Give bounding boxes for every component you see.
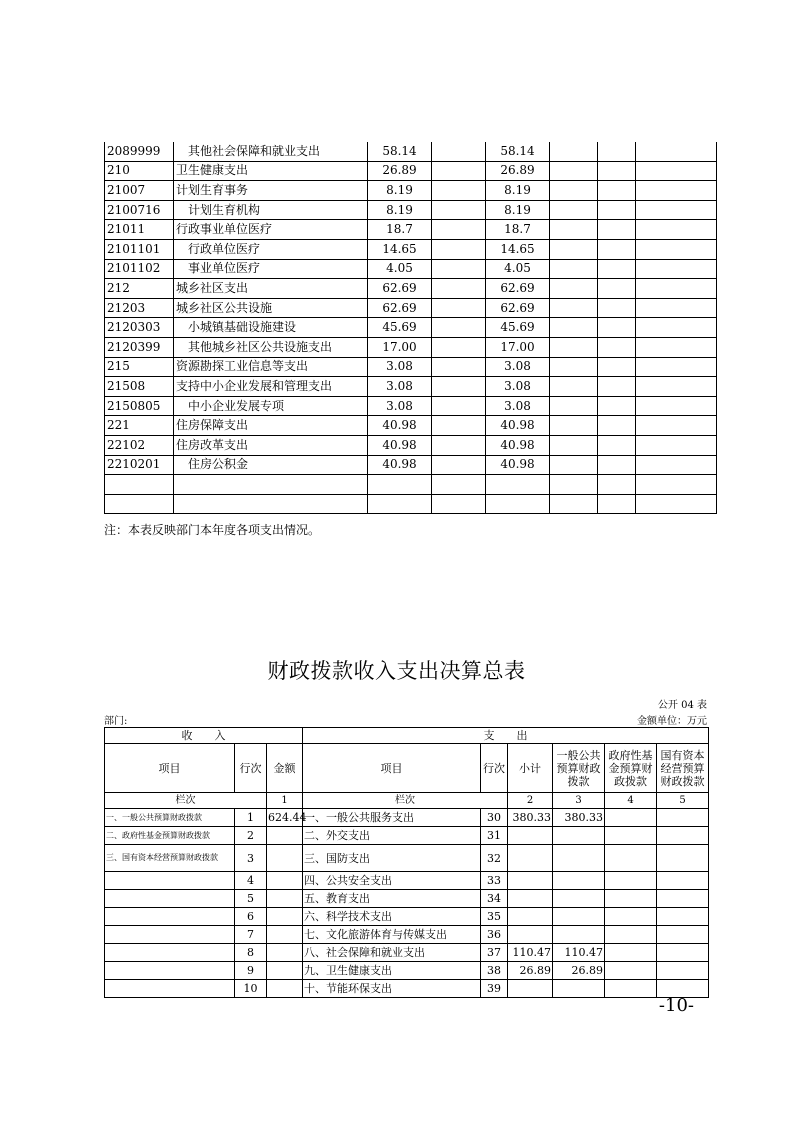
table-row xyxy=(105,845,709,872)
row-code: 215 xyxy=(105,357,174,377)
row-code: 2101102 xyxy=(105,259,174,279)
row-amount-basic: 18.7 xyxy=(486,220,550,240)
income-amount xyxy=(267,908,303,926)
col-num-3: 3 xyxy=(553,793,605,809)
row-empty xyxy=(636,181,717,201)
col-subtotal: 小计 xyxy=(508,744,553,793)
income-item: 二、政府性基金预算财政拨款 xyxy=(105,827,235,845)
row-name: 计划生育事务 xyxy=(174,181,368,201)
row-code xyxy=(105,475,174,495)
row-amount: 3.08 xyxy=(368,357,432,377)
income-line: 2 xyxy=(235,827,267,845)
col-num-4: 4 xyxy=(605,793,657,809)
row-empty xyxy=(550,161,598,181)
income-item: 三、国有资本经营预算财政拨款 xyxy=(105,845,235,872)
income-line: 9 xyxy=(235,962,267,980)
row-empty xyxy=(432,142,486,161)
expense-subtotal xyxy=(508,926,553,944)
row-name: 城乡社区支出 xyxy=(174,279,368,299)
expense-item: 八、社会保障和就业支出 xyxy=(303,944,481,962)
row-name: 住房保障支出 xyxy=(174,416,368,436)
row-name: 支持中小企业发展和管理支出 xyxy=(174,377,368,397)
row-empty xyxy=(550,200,598,220)
row-empty xyxy=(550,239,598,259)
header-row-1 xyxy=(105,728,709,744)
expense-line: 31 xyxy=(481,827,508,845)
table-row xyxy=(105,337,717,357)
row-empty xyxy=(432,435,486,455)
income-amount xyxy=(267,890,303,908)
table-row xyxy=(105,890,709,908)
expense-stateowned xyxy=(657,944,709,962)
table-row xyxy=(105,416,717,436)
row-code: 221 xyxy=(105,416,174,436)
row-code: 21508 xyxy=(105,377,174,397)
expense-item: 五、教育支出 xyxy=(303,890,481,908)
row-empty xyxy=(598,416,636,436)
row-amount: 40.98 xyxy=(368,455,432,475)
col-num-5: 5 xyxy=(657,793,709,809)
column-number-row xyxy=(105,793,709,809)
income-item xyxy=(105,908,235,926)
row-code: 2120399 xyxy=(105,337,174,357)
row-empty xyxy=(432,259,486,279)
row-name: 住房改革支出 xyxy=(174,435,368,455)
lanci-label-2: 栏次 xyxy=(303,793,508,809)
table-row xyxy=(105,809,709,827)
row-code: 21203 xyxy=(105,298,174,318)
expense-stateowned xyxy=(657,845,709,872)
table-row xyxy=(105,298,717,318)
row-name xyxy=(174,494,368,514)
row-name xyxy=(174,475,368,495)
expense-general xyxy=(553,845,605,872)
row-empty xyxy=(598,142,636,161)
table-row xyxy=(105,181,717,201)
income-amount xyxy=(267,872,303,890)
expense-item: 二、外交支出 xyxy=(303,827,481,845)
row-amount: 26.89 xyxy=(368,161,432,181)
row-empty xyxy=(636,200,717,220)
row-empty xyxy=(432,161,486,181)
expense-line: 35 xyxy=(481,908,508,926)
row-empty xyxy=(550,259,598,279)
income-amount xyxy=(267,926,303,944)
row-empty xyxy=(432,298,486,318)
row-code: 22102 xyxy=(105,435,174,455)
row-empty xyxy=(598,200,636,220)
page-number: -10- xyxy=(658,995,694,1016)
row-empty xyxy=(432,318,486,338)
row-empty xyxy=(432,200,486,220)
row-amount xyxy=(368,494,432,514)
col-line2: 行次 xyxy=(481,744,508,793)
expense-general xyxy=(553,890,605,908)
row-name: 住房公积金 xyxy=(174,455,368,475)
table-row xyxy=(105,475,717,495)
row-amount: 3.08 xyxy=(368,377,432,397)
row-amount xyxy=(368,475,432,495)
row-empty xyxy=(550,318,598,338)
table-row xyxy=(105,279,717,299)
income-header: 收 入 xyxy=(105,728,303,744)
expense-govfund xyxy=(605,872,657,890)
expense-subtotal: 380.33 xyxy=(508,809,553,827)
row-amount-basic: 14.65 xyxy=(486,239,550,259)
table-row xyxy=(105,494,717,514)
row-name: 其他社会保障和就业支出 xyxy=(174,142,368,161)
expense-line: 34 xyxy=(481,890,508,908)
row-empty xyxy=(550,279,598,299)
income-line: 3 xyxy=(235,845,267,872)
row-empty xyxy=(636,318,717,338)
expense-item: 四、公共安全支出 xyxy=(303,872,481,890)
row-empty xyxy=(432,239,486,259)
table-row xyxy=(105,220,717,240)
row-empty xyxy=(636,239,717,259)
expense-item: 十、节能环保支出 xyxy=(303,980,481,998)
row-empty xyxy=(636,161,717,181)
expense-govfund xyxy=(605,908,657,926)
row-amount-basic: 8.19 xyxy=(486,181,550,201)
income-line: 4 xyxy=(235,872,267,890)
expenditure-detail-table xyxy=(104,142,717,514)
unit-label: 金额单位：万元 xyxy=(637,716,707,727)
table-row xyxy=(105,908,709,926)
row-empty xyxy=(550,298,598,318)
expense-stateowned xyxy=(657,809,709,827)
row-empty xyxy=(550,475,598,495)
fiscal-appropriation-summary-table xyxy=(104,727,709,998)
income-amount xyxy=(267,845,303,872)
row-empty xyxy=(598,239,636,259)
row-amount-basic: 40.98 xyxy=(486,435,550,455)
table-row xyxy=(105,357,717,377)
row-name: 计划生育机构 xyxy=(174,200,368,220)
row-name: 中小企业发展专项 xyxy=(174,396,368,416)
income-item xyxy=(105,872,235,890)
col-amount: 金额 xyxy=(267,744,303,793)
expense-subtotal xyxy=(508,908,553,926)
row-amount: 8.19 xyxy=(368,200,432,220)
row-amount-basic: 3.08 xyxy=(486,357,550,377)
table-row xyxy=(105,259,717,279)
row-amount: 18.7 xyxy=(368,220,432,240)
row-amount: 8.19 xyxy=(368,181,432,201)
row-empty xyxy=(550,337,598,357)
expense-general: 110.47 xyxy=(553,944,605,962)
row-amount-basic: 3.08 xyxy=(486,396,550,416)
row-amount: 58.14 xyxy=(368,142,432,161)
row-amount: 62.69 xyxy=(368,298,432,318)
row-empty xyxy=(550,181,598,201)
table-row xyxy=(105,318,717,338)
table-row xyxy=(105,239,717,259)
expense-line: 36 xyxy=(481,926,508,944)
row-amount: 40.98 xyxy=(368,416,432,436)
row-amount-basic: 40.98 xyxy=(486,416,550,436)
row-empty xyxy=(598,279,636,299)
col-num-2: 2 xyxy=(508,793,553,809)
row-empty xyxy=(598,318,636,338)
table-row xyxy=(105,944,709,962)
expense-general xyxy=(553,872,605,890)
income-line: 7 xyxy=(235,926,267,944)
expense-govfund xyxy=(605,827,657,845)
row-amount-basic xyxy=(486,494,550,514)
row-code: 2101101 xyxy=(105,239,174,259)
expense-subtotal xyxy=(508,890,553,908)
expense-stateowned xyxy=(657,926,709,944)
department-label: 部门: xyxy=(104,716,128,727)
row-empty xyxy=(550,435,598,455)
row-code: 212 xyxy=(105,279,174,299)
row-empty xyxy=(432,337,486,357)
row-amount: 62.69 xyxy=(368,279,432,299)
expense-general: 26.89 xyxy=(553,962,605,980)
table-note: 注：本表反映部门本年度各项支出情况。 xyxy=(104,523,321,537)
row-empty xyxy=(550,357,598,377)
table-row xyxy=(105,962,709,980)
row-amount-basic xyxy=(486,475,550,495)
income-line: 6 xyxy=(235,908,267,926)
row-empty xyxy=(598,494,636,514)
col-gov-fund: 政府性基金预算财政拨款 xyxy=(605,744,657,793)
row-empty xyxy=(598,298,636,318)
row-empty xyxy=(636,475,717,495)
row-amount-basic: 62.69 xyxy=(486,298,550,318)
row-amount: 4.05 xyxy=(368,259,432,279)
row-amount: 3.08 xyxy=(368,396,432,416)
row-amount-basic: 4.05 xyxy=(486,259,550,279)
col-item: 项目 xyxy=(105,744,235,793)
row-code: 2100716 xyxy=(105,200,174,220)
row-amount: 14.65 xyxy=(368,239,432,259)
col-state-owned: 国有资本经营预算财政拨款 xyxy=(657,744,709,793)
row-name: 行政事业单位医疗 xyxy=(174,220,368,240)
expense-header: 支 出 xyxy=(303,728,709,744)
row-empty xyxy=(550,494,598,514)
income-line: 1 xyxy=(235,809,267,827)
row-empty xyxy=(432,494,486,514)
row-amount: 40.98 xyxy=(368,435,432,455)
expense-item: 七、文化旅游体育与传媒支出 xyxy=(303,926,481,944)
row-amount-basic: 3.08 xyxy=(486,377,550,397)
row-empty xyxy=(432,396,486,416)
expense-govfund xyxy=(605,890,657,908)
row-empty xyxy=(636,142,717,161)
row-code: 2150805 xyxy=(105,396,174,416)
expense-line: 38 xyxy=(481,962,508,980)
row-empty xyxy=(636,377,717,397)
income-amount xyxy=(267,980,303,998)
table-row xyxy=(105,377,717,397)
expense-stateowned xyxy=(657,890,709,908)
row-name: 卫生健康支出 xyxy=(174,161,368,181)
row-empty xyxy=(636,337,717,357)
table-row xyxy=(105,435,717,455)
income-item xyxy=(105,962,235,980)
row-empty xyxy=(636,455,717,475)
income-item xyxy=(105,980,235,998)
row-code: 210 xyxy=(105,161,174,181)
expense-general xyxy=(553,980,605,998)
expense-govfund xyxy=(605,809,657,827)
row-code: 2089999 xyxy=(105,142,174,161)
income-item xyxy=(105,944,235,962)
lanci-label: 栏次 xyxy=(105,793,267,809)
income-amount xyxy=(267,962,303,980)
row-empty xyxy=(636,494,717,514)
row-empty xyxy=(598,181,636,201)
row-empty xyxy=(598,337,636,357)
table-code: 公开 04 表 xyxy=(657,700,707,711)
expense-subtotal xyxy=(508,980,553,998)
table-row xyxy=(105,455,717,475)
expense-line: 30 xyxy=(481,809,508,827)
row-empty xyxy=(550,416,598,436)
income-amount: 624.44 xyxy=(267,809,303,827)
income-line: 10 xyxy=(235,980,267,998)
expense-general: 380.33 xyxy=(553,809,605,827)
row-empty xyxy=(432,475,486,495)
row-empty xyxy=(432,357,486,377)
income-item: 一、一般公共预算财政拨款 xyxy=(105,809,235,827)
page-title: 财政拨款收入支出决算总表 xyxy=(267,659,526,683)
row-name: 资源勘探工业信息等支出 xyxy=(174,357,368,377)
table-row xyxy=(105,396,717,416)
row-name: 行政单位医疗 xyxy=(174,239,368,259)
row-amount-basic: 26.89 xyxy=(486,161,550,181)
row-amount-basic: 40.98 xyxy=(486,455,550,475)
income-item xyxy=(105,890,235,908)
row-code xyxy=(105,494,174,514)
row-empty xyxy=(636,279,717,299)
income-amount xyxy=(267,827,303,845)
row-amount-basic: 8.19 xyxy=(486,200,550,220)
table-row xyxy=(105,872,709,890)
expense-govfund xyxy=(605,980,657,998)
row-code: 2210201 xyxy=(105,455,174,475)
table-row xyxy=(105,926,709,944)
income-line: 8 xyxy=(235,944,267,962)
expense-item: 九、卫生健康支出 xyxy=(303,962,481,980)
income-item xyxy=(105,926,235,944)
row-empty xyxy=(598,396,636,416)
row-empty xyxy=(550,455,598,475)
row-code: 21011 xyxy=(105,220,174,240)
row-empty xyxy=(598,455,636,475)
col-item2: 项目 xyxy=(303,744,481,793)
row-amount-basic: 45.69 xyxy=(486,318,550,338)
table-row xyxy=(105,161,717,181)
row-empty xyxy=(598,475,636,495)
row-empty xyxy=(598,377,636,397)
expense-subtotal xyxy=(508,872,553,890)
expense-subtotal xyxy=(508,827,553,845)
expense-general xyxy=(553,926,605,944)
expense-subtotal: 110.47 xyxy=(508,944,553,962)
expense-govfund xyxy=(605,926,657,944)
row-empty xyxy=(550,142,598,161)
expense-govfund xyxy=(605,845,657,872)
col-general-budget: 一般公共预算财政拨款 xyxy=(553,744,605,793)
row-empty xyxy=(432,279,486,299)
table-row xyxy=(105,142,717,161)
row-empty xyxy=(598,161,636,181)
table-row xyxy=(105,200,717,220)
row-name: 其他城乡社区公共设施支出 xyxy=(174,337,368,357)
expense-item: 六、科学技术支出 xyxy=(303,908,481,926)
row-code: 2120303 xyxy=(105,318,174,338)
row-code: 21007 xyxy=(105,181,174,201)
row-empty xyxy=(432,455,486,475)
row-empty xyxy=(550,220,598,240)
income-amount xyxy=(267,944,303,962)
expense-general xyxy=(553,827,605,845)
row-name: 事业单位医疗 xyxy=(174,259,368,279)
expense-line: 39 xyxy=(481,980,508,998)
header-row-2 xyxy=(105,744,709,793)
expense-stateowned xyxy=(657,872,709,890)
row-empty xyxy=(636,357,717,377)
expense-subtotal: 26.89 xyxy=(508,962,553,980)
row-empty xyxy=(598,357,636,377)
row-empty xyxy=(636,435,717,455)
row-amount-basic: 58.14 xyxy=(486,142,550,161)
expense-item: 三、国防支出 xyxy=(303,845,481,872)
row-empty xyxy=(636,298,717,318)
expense-stateowned xyxy=(657,962,709,980)
expense-stateowned xyxy=(657,908,709,926)
row-empty xyxy=(432,220,486,240)
row-amount-basic: 62.69 xyxy=(486,279,550,299)
row-empty xyxy=(550,396,598,416)
income-line: 5 xyxy=(235,890,267,908)
expense-general xyxy=(553,908,605,926)
col-num-1: 1 xyxy=(267,793,303,809)
expense-line: 32 xyxy=(481,845,508,872)
expense-stateowned xyxy=(657,827,709,845)
table-row xyxy=(105,827,709,845)
row-amount-basic: 17.00 xyxy=(486,337,550,357)
expense-subtotal xyxy=(508,845,553,872)
expense-govfund xyxy=(605,944,657,962)
row-empty xyxy=(550,377,598,397)
row-empty xyxy=(636,259,717,279)
row-empty xyxy=(598,435,636,455)
table-row xyxy=(105,980,709,998)
row-empty xyxy=(636,220,717,240)
expense-item: 一、一般公共服务支出 xyxy=(303,809,481,827)
row-empty xyxy=(432,181,486,201)
expense-line: 33 xyxy=(481,872,508,890)
row-amount: 17.00 xyxy=(368,337,432,357)
row-name: 城乡社区公共设施 xyxy=(174,298,368,318)
row-amount: 45.69 xyxy=(368,318,432,338)
row-empty xyxy=(598,259,636,279)
row-empty xyxy=(636,396,717,416)
expense-line: 37 xyxy=(481,944,508,962)
row-empty xyxy=(432,377,486,397)
row-empty xyxy=(598,220,636,240)
row-empty xyxy=(636,416,717,436)
expense-govfund xyxy=(605,962,657,980)
col-line: 行次 xyxy=(235,744,267,793)
row-name: 小城镇基础设施建设 xyxy=(174,318,368,338)
row-empty xyxy=(432,416,486,436)
